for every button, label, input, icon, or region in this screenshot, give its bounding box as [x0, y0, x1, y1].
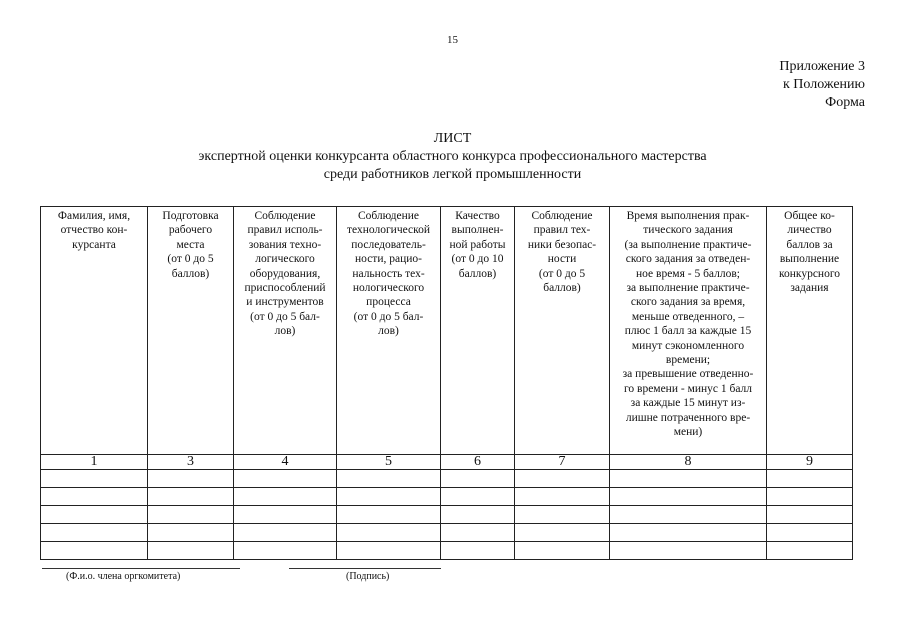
member-name-line	[42, 568, 240, 569]
blank-row	[41, 470, 853, 488]
blank-cell	[337, 506, 441, 524]
blank-cell	[337, 470, 441, 488]
header-cell-workplace: Подготовка рабочего места (от 0 до 5 баллов)	[148, 207, 234, 455]
blank-cell	[515, 506, 610, 524]
blank-cell	[515, 542, 610, 560]
blank-cell	[148, 542, 234, 560]
title-heading: ЛИСТ	[433, 131, 472, 146]
header-cell-total: Общее ко- личество баллов за выполнение конкурсного задания	[767, 207, 853, 455]
column-number: 6	[441, 455, 515, 470]
column-number: 1	[41, 455, 148, 470]
blank-cell	[610, 542, 767, 560]
blank-cell	[234, 470, 337, 488]
blank-cell	[767, 488, 853, 506]
blank-cell	[610, 506, 767, 524]
blank-cell	[767, 524, 853, 542]
blank-row	[41, 524, 853, 542]
appendix-line-3: Форма	[825, 95, 865, 110]
blank-row	[41, 506, 853, 524]
blank-cell	[148, 488, 234, 506]
signature-line	[289, 568, 441, 569]
column-number: 5	[337, 455, 441, 470]
blank-cell	[337, 542, 441, 560]
blank-cell	[515, 470, 610, 488]
signature-label: (Подпись)	[346, 571, 390, 582]
blank-cell	[41, 506, 148, 524]
member-name-label: (Ф.и.о. члена оргкомитета)	[66, 571, 181, 582]
blank-cell	[41, 524, 148, 542]
blank-row	[41, 542, 853, 560]
blank-cell	[234, 524, 337, 542]
blank-row	[41, 488, 853, 506]
column-number: 9	[767, 455, 853, 470]
header-cell-quality: Качество выполнен- ной работы (от 0 до 10 баллов)	[441, 207, 515, 455]
blank-cell	[610, 470, 767, 488]
appendix-note	[779, 58, 865, 112]
blank-cell	[515, 524, 610, 542]
header-cell-sequence: Соблюдение технологической последователь- ности, рацио- нальность тех- нологического процесса (от 0 до 5 бал- лов)	[337, 207, 441, 455]
header-row	[41, 207, 853, 455]
blank-cell	[515, 488, 610, 506]
blank-cell	[148, 524, 234, 542]
blank-cell	[610, 524, 767, 542]
appendix-line-1: Приложение 3	[779, 59, 865, 74]
blank-cell	[337, 524, 441, 542]
appendix-line-2: к Положению	[782, 77, 865, 92]
header-cell-name: Фамилия, имя, отчество кон- курсанта	[41, 207, 148, 455]
evaluation-table	[40, 206, 853, 560]
blank-cell	[148, 506, 234, 524]
document-title	[0, 130, 905, 184]
blank-cell	[234, 488, 337, 506]
column-number-row	[41, 455, 853, 470]
column-number: 3	[148, 455, 234, 470]
blank-cell	[234, 542, 337, 560]
blank-cell	[767, 506, 853, 524]
header-cell-safety: Соблюдение правил тех- ники безопас- ности (от 0 до 5 баллов)	[515, 207, 610, 455]
column-number: 8	[610, 455, 767, 470]
column-number: 7	[515, 455, 610, 470]
header-cell-equipment-rules: Соблюдение правил исполь- зования техно- логического оборудования, приспособлений и инструментов (от 0 до 5 бал- лов)	[234, 207, 337, 455]
blank-cell	[41, 470, 148, 488]
blank-cell	[610, 488, 767, 506]
blank-cell	[337, 488, 441, 506]
blank-cell	[234, 506, 337, 524]
blank-cell	[441, 524, 515, 542]
blank-cell	[441, 470, 515, 488]
title-line-2: среди работников легкой промышленности	[323, 167, 582, 182]
blank-cell	[767, 470, 853, 488]
blank-cell	[41, 488, 148, 506]
column-number: 4	[234, 455, 337, 470]
blank-cell	[441, 506, 515, 524]
blank-cell	[767, 542, 853, 560]
title-line-1: экспертной оценки конкурсанта областного конкурса профессионального мастерства	[198, 149, 707, 164]
blank-cell	[148, 470, 234, 488]
blank-cell	[441, 542, 515, 560]
blank-cell	[441, 488, 515, 506]
page-number: 15	[447, 34, 458, 46]
header-cell-time: Время выполнения прак- тического задания (за выполнение практиче- ского задания за отведен- ное время - 5 баллов; за выполнение практиче- ского задания за время, меньше отведенного, – плюс 1 балл за каждые 15 минут сэкономленного времени; за превышение отведенно- го времени - минус 1 балл за каждые 15 минут из- лишне потраченного вре- мени)	[610, 207, 767, 455]
blank-cell	[41, 542, 148, 560]
